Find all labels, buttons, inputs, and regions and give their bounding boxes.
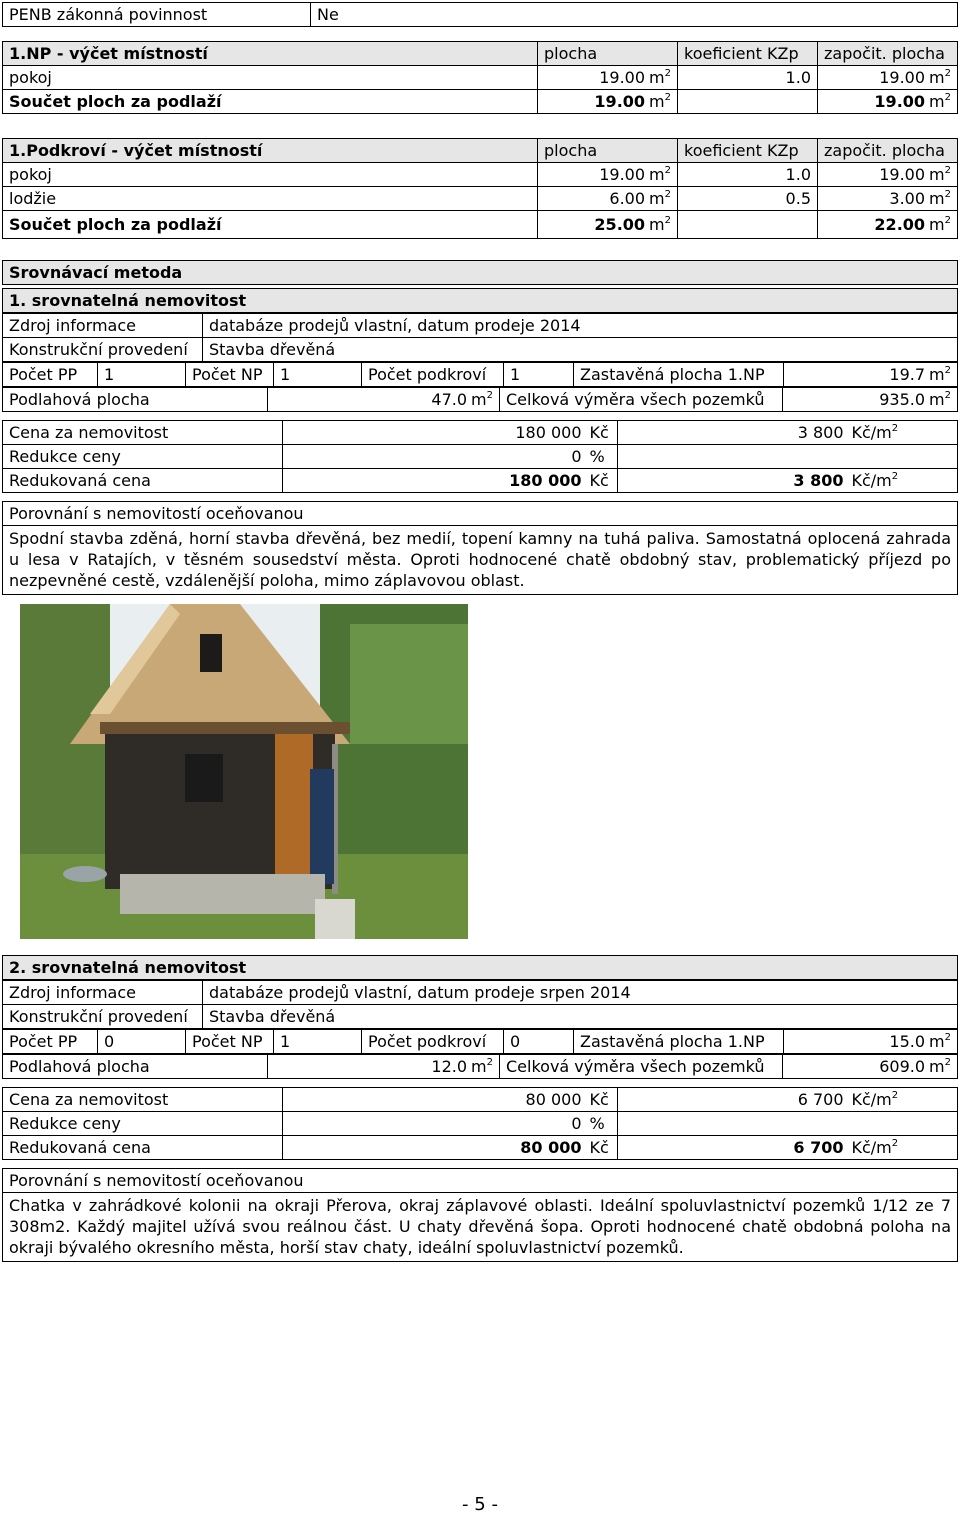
floor-total-row: Součet ploch za podlaží 19.00 $m^2$ 19.00 $m^2$ — [3, 90, 958, 114]
floor-header-coef: koeficient KZp — [678, 139, 818, 163]
floor-header-counted: započit. plocha — [818, 42, 958, 66]
construction-value: Stavba dřevěná — [203, 1005, 958, 1029]
floor-header-area: plocha — [538, 139, 678, 163]
floor-header-counted: započit. plocha — [818, 139, 958, 163]
compare-text: Chatka v zahrádkové kolonii na okraji Přerova, okraj záplavové oblasti. Ideální spoluvlastnictví pozemků 1/12 ze 7 308m2. Každý majitel užívá svou reálnou část. U chaty dřevěná šopa. Oproti hodnocené chatě obdobná poloha na okraji bývalého okresního města, horší stav chaty, ideální spoluvlastnictví pozemků. — [2, 1193, 958, 1262]
room-row: pokoj 19.00 $m^2$ 1.0 19.00 $m^2$ — [3, 163, 958, 187]
source-value: databáze prodejů vlastní, datum prodeje srpen 2014 — [203, 981, 958, 1005]
floor-header-area: plocha — [538, 42, 678, 66]
compare-label: Porovnání s nemovitostí oceňovanou — [3, 1169, 958, 1193]
property-2: 2. srovnatelná nemovitost Zdroj informace databáze prodejů vlastní, datum prodeje srpen 2014 Konstrukční provedení Stavba dřevěná Počet PP 0 Počet NP 1 Počet podkroví 0 Zastavěná plocha 1.NP 15.0 $m^2$ Podlahová plocha 12.0 $m^2$ Celková výměra všech pozemků 609.0 $m^2$ Cena za nemovitost 80 000 Kč 6 700 $Kč/m^2$ Redukce ceny 0 % Redukovaná cena 80 000 Kč 6 700 $Kč/m^2$ Porovnání s nemovitostí oceňovanou Chatka v zahrádkové kolonii na okraji Přerova, okraj záplavové oblasti. Ideální spoluvlastnictví pozemků 1/12 ze 7 308m2. Každý majitel užívá svou reálnou část. U chaty dřevěná šopa. Oproti hodnocené chatě obdobná poloha na okraji bývalého okresního města, horší stav chaty, ideální spoluvlastnictví pozemků. — [2, 955, 958, 1262]
floor-header-name: 1.Podkroví - výčet místností — [3, 139, 538, 163]
floor-header-name: 1.NP - výčet místností — [3, 42, 538, 66]
floor-total-row: Součet ploch za podlaží 25.00 $m^2$ 22.00 $m^2$ — [3, 211, 958, 239]
property-title: 1. srovnatelná nemovitost — [3, 289, 958, 313]
construction-value: Stavba dřevěná — [203, 338, 958, 362]
method-section — [2, 260, 958, 285]
source-value: databáze prodejů vlastní, datum prodeje 2014 — [203, 314, 958, 338]
property-title: 2. srovnatelná nemovitost — [3, 956, 958, 980]
penb-label: PENB zákonná povinnost — [3, 3, 311, 27]
property-1: 1. srovnatelná nemovitost Zdroj informace databáze prodejů vlastní, datum prodeje 2014 Konstrukční provedení Stavba dřevěná Počet PP 1 Počet NP 1 Počet podkroví 1 Zastavěná plocha 1.NP 19.7 $m^2$ Podlahová plocha 47.0 $m^2$ Celková výměra všech pozemků 935.0 $m^2$ Cena za nemovitost 180 000 Kč 3 800 $Kč/m^2$ Redukce ceny 0 % Redukovaná cena 180 000 Kč 3 800 $Kč/m^2$ Porovnání s nemovitostí oceňovanou Spodní stavba zděná, horní stavba dřevěná, bez medií, topení kamny na tuhá paliva. Samostatná oplocená zahrada u lesa v Ratajích, v těsném sousedství města. Oproti hodnocené chatě obdobný stav, problematický příjezd po nezpevněné cestě, vzdálenější poloha, mimo záplavovou oblast. — [2, 288, 958, 595]
room-row: lodžie 6.00 $m^2$ 0.5 3.00 $m^2$ — [3, 187, 958, 211]
floor-table-podkrovi — [2, 138, 958, 239]
compare-label: Porovnání s nemovitostí oceňovanou — [3, 502, 958, 526]
property-photo — [20, 604, 468, 939]
penb-table — [2, 2, 958, 27]
room-row: pokoj 19.00 $m^2$ 1.0 19.00 $m^2$ — [3, 66, 958, 90]
floor-header-coef: koeficient KZp — [678, 42, 818, 66]
compare-text: Spodní stavba zděná, horní stavba dřevěná, bez medií, topení kamny na tuhá paliva. Samostatná oplocená zahrada u lesa v Ratajích, v těsném sousedství města. Oproti hodnocené chatě obdobný stav, problematický příjezd po nezpevněné cestě, vzdálenější poloha, mimo záplavovou oblast. — [2, 526, 958, 595]
penb-value: Ne — [311, 3, 958, 27]
floor-table-1np — [2, 41, 958, 114]
method-title: Srovnávací metoda — [3, 261, 958, 285]
page-number: - 5 - — [462, 1494, 498, 1515]
